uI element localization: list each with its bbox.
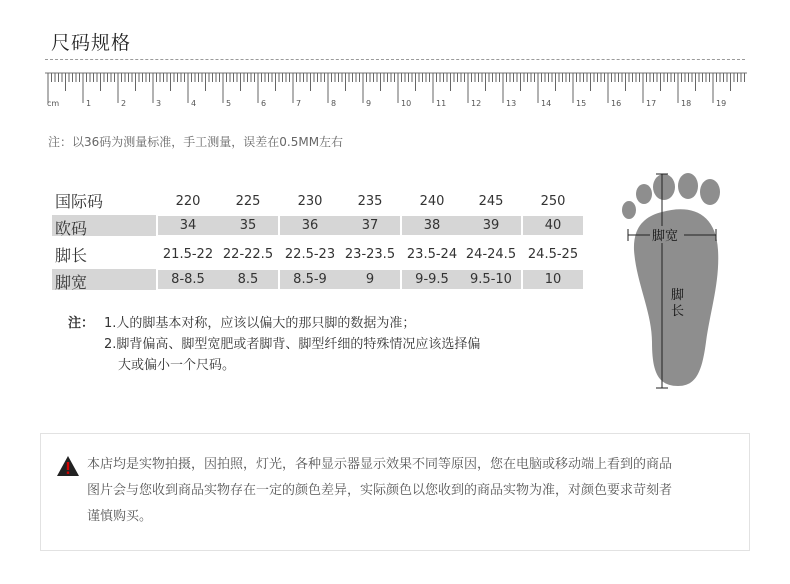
foot-width-cell: 8.5 — [218, 270, 278, 289]
foot-length-cell: 23.5-24 — [406, 247, 458, 262]
ruler-number: 17 — [646, 99, 657, 108]
row-label-intl: 国际码 — [55, 192, 104, 211]
row-label-length: 脚长 — [55, 246, 88, 265]
ruler-number: 4 — [191, 99, 197, 108]
eu-size-cell: 38 — [402, 216, 462, 235]
foot-length-cell: 22-22.5 — [222, 247, 274, 262]
intl-size-cell: 240 — [419, 194, 445, 209]
foot-length-cell: 23-23.5 — [344, 247, 396, 262]
note-line-3: 大或偏小一个尺码。 — [118, 358, 236, 373]
eu-size-cell: 37 — [340, 216, 400, 235]
warning-icon — [56, 455, 80, 477]
disclaimer-line-1: 本店均是实物拍摄，因拍照，灯光，各种显示器显示效果不同等原因，您在电脑或移动端上看到的商品 — [87, 457, 673, 472]
ruler-number: 18 — [681, 99, 692, 108]
ruler-number: 13 — [506, 99, 517, 108]
note-line-2: 2.脚背偏高、脚型宽肥或者脚背、脚型纤细的特殊情况应该选择偏 — [104, 337, 481, 352]
ruler-number: 6 — [261, 99, 267, 108]
ruler-number: 8 — [331, 99, 337, 108]
disclaimer-line-3: 谨慎购买。 — [87, 509, 153, 524]
foot-width-cell: 8.5-9 — [280, 270, 340, 289]
ruler-number: 16 — [611, 99, 622, 108]
note-line-1: 1.人的脚基本对称，应该以偏大的那只脚的数据为准； — [104, 316, 416, 331]
eu-size-cell: 40 — [523, 216, 583, 235]
foot-length-cell: 24-24.5 — [465, 247, 517, 262]
foot-width-label: 脚宽 — [652, 229, 679, 244]
notes-label: 注： — [68, 316, 95, 331]
ruler-unit: cm — [47, 99, 60, 108]
intl-size-cell: 245 — [478, 194, 504, 209]
ruler-number: 3 — [156, 99, 162, 108]
intl-size-cell: 250 — [540, 194, 566, 209]
foot-length-cell: 22.5-23 — [284, 247, 336, 262]
foot-width-cell: 9-9.5 — [402, 270, 462, 289]
row-label-eu: 欧码 — [55, 219, 88, 238]
intl-size-cell: 225 — [235, 194, 261, 209]
ruler-number: 14 — [541, 99, 552, 108]
foot-width-cell: 8-8.5 — [158, 270, 218, 289]
title-divider — [45, 59, 745, 60]
foot-width-cell: 9.5-10 — [461, 270, 521, 289]
eu-size-cell: 36 — [280, 216, 340, 235]
intl-size-cell: 235 — [357, 194, 383, 209]
foot-length-label-1: 脚 — [671, 288, 685, 303]
foot-diagram — [620, 172, 732, 390]
color-disclaimer-box — [40, 433, 750, 551]
eu-size-cell: 39 — [461, 216, 521, 235]
ruler-number: 7 — [296, 99, 302, 108]
measurement-note: 注：以36码为测量标准，手工测量，误差在0.5MM左右 — [48, 135, 344, 149]
eu-size-cell: 35 — [218, 216, 278, 235]
disclaimer-line-2: 图片会与您收到商品实物存在一定的颜色差异，实际颜色以您收到的商品实物为准，对颜色要求苛刻者 — [87, 483, 673, 498]
row-label-width: 脚宽 — [55, 273, 88, 292]
foot-width-cell: 10 — [523, 270, 583, 289]
ruler-number: 9 — [366, 99, 372, 108]
foot-length-label-2: 长 — [671, 304, 685, 319]
ruler-number: 1 — [86, 99, 92, 108]
ruler — [45, 70, 747, 110]
ruler-number: 15 — [576, 99, 587, 108]
foot-length-cell: 21.5-22 — [162, 247, 214, 262]
ruler-number: 2 — [121, 99, 127, 108]
ruler-number: 11 — [436, 99, 447, 108]
page-title: 尺码规格 — [51, 32, 132, 54]
intl-size-cell: 220 — [175, 194, 201, 209]
intl-size-cell: 230 — [297, 194, 323, 209]
ruler-number: 12 — [471, 99, 482, 108]
ruler-number: 10 — [401, 99, 412, 108]
ruler-number: 19 — [716, 99, 727, 108]
foot-length-cell: 24.5-25 — [527, 247, 579, 262]
ruler-number: 5 — [226, 99, 232, 108]
eu-size-cell: 34 — [158, 216, 218, 235]
foot-width-cell: 9 — [340, 270, 400, 289]
